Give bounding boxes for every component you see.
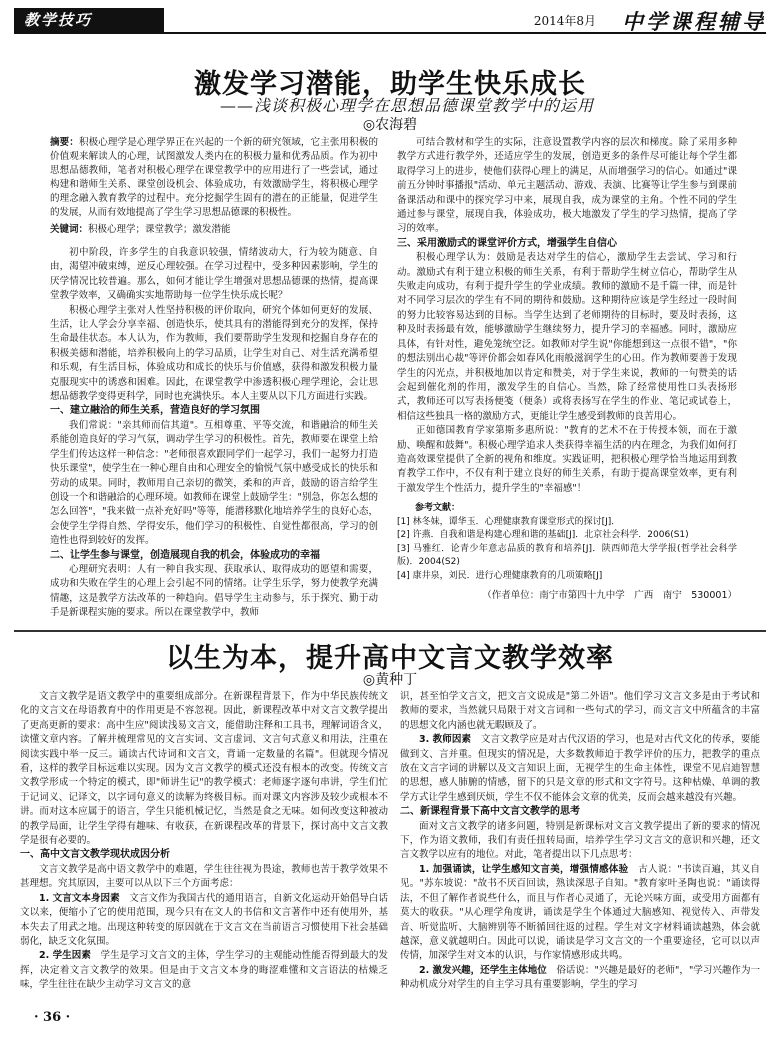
point-label: 2. 激发兴趣，还学生主体地位 <box>419 964 547 976</box>
paragraph: 文言文教学是语文教学中的重要组成部分。在新课程背景下，作为中华民族传统文化的文言文在母语教育中的作用更是不容忽视。因此，新课程改革中对文言文教学提出了更高更新的要求：高中生应"阅读浅易文言文，能借助注释和工具书，理解词语含义，读懂文章内容。了解并梳理常见的文言实词、文言虚词、文言句式意义和用法，注重在阅读实践中举一反三。诵读古代诗词和文言文，背诵一定数量的名篇"。但就现今情况看，这样的教学目标远难以实现。因为文言文教学的模式还没有根本的改变。传统文言文教学形成一个特定的模式，即"师讲生记"的教学模式：老师逐字逐句串讲，学生们忙于记词义、记译文，以字词句意义的读解为终极目标。而对课文内容涉及较少或根本不讲。而对这本应属于的语言，学生只能机械记忆，当然是食之无味。如何改变这种被动的教学局面，让学生学得有趣味、有收获，在新课程改革的背景下，探讨高中文言文教学是很有必要的。 <box>20 691 388 847</box>
keywords-label: 关键词： <box>50 224 89 235</box>
journal-name: 中学课程辅导 <box>622 9 766 34</box>
abstract-label: 摘要： <box>50 137 79 148</box>
paragraph: 文言文教学是高中语文教学中的难题，学生往往视为畏途，教师也苦于教学效果不甚理想。究其原因，主要可以从以下三个方面考虑： <box>20 863 388 890</box>
paragraph: 可结合教材和学生的实际，注意设置教学内容的层次和梯度。除了采用多种教学方式进行教学外，还适应学生的发展，创造更多的条件尽可能让每个学生都取得学习上的进步，使他们获得心理上的满足，从而增强学习的信心。如通过"课前五分钟时事播报"活动、单元主题活动、游戏、表演、比赛等让学生参与到课前备课活动和课中的探究学习中来，展现自我，成为课堂的主角。个性不同的学生通过参与课堂，展现自我，体验成功，极大地激发了学生的学习热情，提高了学习的效率。 <box>397 137 737 235</box>
point-text: 古人说："书读百遍，其义自见。"苏东坡说："故书不厌百回读，熟读深思子自知。"教育家叶圣陶也说："诵读得法，不但了解作者说些什么，而且与作者心灵通了，无论兴味方面，或受用方面都有莫大的收获。"从心理学角度讲，诵读是学生个体通过大脑感知、视觉传入、声带发音、听觉监听、大脑辨别等不断循回往返的过程。学生对文字材料诵读越熟，体会就越深，意义就越明白。因此可以说，诵读是学习文言文的一个重要途径，它可以以声传情，加深学生对文本的认识，与作家情感形成共鸣。 <box>400 863 761 962</box>
author-affiliation: （作者单位：南宁市第四十九中学 广西 南宁 530001） <box>482 590 737 602</box>
page-header <box>14 8 766 34</box>
paragraph: 面对文言文教学的诸多问题，特别是新课标对文言文教学提出了新的要求的情况下，作为语文教师，我们有责任扭转局面，培养学生学习文言文的意识和兴趣，还文言文教学以应有的地位。对此，笔者提出以下几点思考： <box>400 820 760 861</box>
point-label: 1. 文言文本身因素 <box>39 892 120 904</box>
article1-subtitle: ——浅谈积极心理学在思想品德课堂教学中的运用 <box>220 96 595 115</box>
reference-item: [2] 许燕．自我和谐是构建心理和谐的基础[J]．北京社会科学．2006(S1) <box>397 530 689 541</box>
point-text: 文言文作为我国古代的通用语言，自新文化运动开始倡导白话文以来，便缩小了它的使用范围，现今只有在文人的书信和文言著作中还有使用外，基本失去了用武之地。出现这种转变的原因就在于文言文在当前语言习惯使用下社会基础弱化，缺乏文化氛围。 <box>20 892 388 947</box>
point-text: 文言文教学应是对古代汉语的学习，也是对古代文化的传承，要能做到文、言并重。但现实的情况是，大多数教师迫于教学评价的压力，把教学的重点放在文言字词的讲解以及文言知识上面，无视学生的生命主体性，课堂不见启迪智慧的思想，感人肺腑的情感，留下的只是文章的形式和文字符号。这种枯燥、单调的教学方式让学生感到厌烦，学生不仅不能体会文章的优美，反而会越来越没有兴趣。 <box>400 734 760 803</box>
paragraph <box>20 892 388 950</box>
point-label: 2. 学生因素 <box>39 950 91 962</box>
point-text: 俗话说："兴趣是最好的老师"，"学习兴趣作为一种动机成分对学生的自主学习具有重要影响，学生的学习 <box>400 964 760 991</box>
article1-left-column <box>50 246 378 621</box>
section-tag: 教学技巧 <box>14 8 164 32</box>
page-number: · 36 · <box>34 1010 71 1025</box>
article-divider <box>14 630 766 632</box>
paragraph: 初中阶段，许多学生的自我意识较强，情绪波动大，行为较为随意、自由，渴望冲破束缚，逆反心理较强。在学习过程中，受多种因素影响，学生的厌学情况比较普遍。那么，如何才能让学生增强对思想品德课的热情，提高课堂教学效率，又确确实实地帮助每一位学生快乐成长呢？ <box>50 247 378 302</box>
paragraph: 积极心理学主张对人性坚持积极的评价取向，研究个体如何更好的发展、生活，让人学会分享幸福、创造快乐，使其具有的潜能得到充分的发挥，保持生命最佳状态。本人认为，作为教师，我们要帮助学生发现和挖掘自身存在的积极美德和潜能，培养积极向上的学习品质，让学生对自己、对生活充满希望和乐观，有生活目标，体验成功和成长的快乐与价值感，获得和激发积极力量克服现实中的诱惑和困难。因此，在课堂教学中渗透积极心理学理论，会让思想品德教学变得更科学，同时也充满快乐。本人主要从以下几方面进行实践。 <box>50 304 378 403</box>
article2-right-column <box>400 690 760 993</box>
paragraph: 心理研究表明：人有一种自我实现、获取承认、取得成功的愿望和需要，成功和失败在学生的心理上会引起不同的情绪。让学生乐学，努力使教学充满情趣，这是教学方法改革的一种趋向。倡导学生主动参与，乐于探究、勤于动手是新课程实施的要求。所以在课堂教学中，教师 <box>50 563 378 619</box>
reference-item: [4] 康井泉，刘民．进行心理健康教育的几项策略[J] <box>397 570 603 581</box>
article2-left-column <box>20 690 388 993</box>
section-heading: 三、采用激励式的课堂评价方式，增强学生自信心 <box>397 237 617 249</box>
article1-right-column <box>397 136 737 604</box>
references <box>397 502 737 583</box>
references-heading: 参考文献： <box>415 503 461 514</box>
section-heading: 二、让学生参与课堂，创造展现自我的机会，体验成功的幸福 <box>50 549 320 561</box>
article1-title: 激发学习潜能，助学生快乐成长 <box>194 69 586 100</box>
keywords-text: 积极心理学；课堂教学；激发潜能 <box>88 224 231 235</box>
section-heading: 一、建立融洽的师生关系，营造良好的学习氛围 <box>50 405 260 417</box>
paragraph <box>20 949 388 992</box>
article2-author: ◎黄种丁 <box>362 672 418 688</box>
section-heading: 一、高中文言文教学现状成因分析 <box>20 849 170 861</box>
paragraph <box>400 733 760 805</box>
article1-author: ◎农海碧 <box>362 117 418 133</box>
paragraph: 积极心理学认为：鼓励是表达对学生的信心，激励学生去尝试、学习和行动。激励式有利于建立积极的师生关系，有利于帮助学生树立信心，帮助学生从失败走向成功，有利于提升学生的学业成绩。教师的激励不是千篇一律，而是针对不同学习层次的学生有不同的期待和鼓励。这种期待应该是学生经过一段时间的努力比较容易达到的目标。当学生达到了老师期待的目标时，要及时表扬，这种及时表扬最有效，能够激励学生继续努力，提升学习的幸福感。同时，激励应具体，有针对性，避免笼统空泛。如教师对学生说"你能想到这一点很不错"，"你的想法别出心裁"等评价都会如春风化雨般滋润学生的心田。作为教师要善于发现学生的闪光点，并积极地加以肯定和赞美，对于学生来说，教师的一句赞美的话会起到催化剂的作用，激发学生的自信心。当然，除了经常使用性口头表扬形式，教师还可以写表扬便笺（便条）或将表扬写在学生的作业、笔记或试卷上，相信这些独具一格的激励方式，更能让学生感受到教师的良苦用心。 <box>397 252 737 422</box>
point-text: 学生是学习文言文的主体，学生学习的主观能动性能否得到最大的发挥，决定着文言文教学的效果。但是由于文言文本身的晦涩难懂和文言语法的枯燥乏味，学生往往在缺少主动学习文言文的意 <box>20 950 388 991</box>
point-label: 3. 教师因素 <box>419 734 472 746</box>
article1-abstract <box>50 136 378 237</box>
issue-date: 2014年8月 <box>533 14 596 28</box>
paragraph: 识，甚至怕学文言文，把文言文说成是"第二外语"。他们学习文言文多是由于考试和教师的要求，当然就只局限于对文言词和一些句式的学习，而文言文中所蕴含的丰富的思想文化内涵也就无暇顾及了。 <box>400 691 760 731</box>
section-heading: 二、新课程背景下高中文言文教学的思考 <box>400 806 580 818</box>
paragraph <box>400 863 760 964</box>
abstract-text: 积极心理学是心理学界正在兴起的一个新的研究领域，它主张用积极的价值观来解读人的心理，试图激发人类内在的积极力量和优秀品质。作为初中思想品德教师，笔者对积极心理学在课堂教学中的应用进行了一些尝试，通过构建和谐师生关系、课堂创设机会、体验成功，有效激励学生，将积极心理学的理念融入教育教学的过程中。充分挖掘学生固有的潜在的正能量，促进学生的发展，从而有效地提高了学生学习思想品德课的积极性。 <box>50 137 378 218</box>
reference-item: [3] 马雅红．论青少年意志品质的教育和培养[J]．陕西师范大学学报(哲学社会科学版)．2004(S2) <box>397 543 737 568</box>
paragraph <box>400 964 760 993</box>
reference-item: [1] 林冬妹，谭华玉．心理健康教育课堂形式的探讨[J]． <box>397 516 621 527</box>
paragraph: 我们常说："亲其师而信其道"。互相尊重、平等交流，和谐融洽的师生关系能创造良好的学习气氛，调动学生学习的积极性。首先，教师要在课堂上给学生们传达这样一种信念："老师很喜欢跟同学们一起学习，我们一起努力打造快乐课堂"，使学生在一种心理自由和心理安全的愉悦气氛中感受成长的快乐和劳动的成果。同时，教师用自己亲切的微笑，柔和的声音，鼓励的语言给学生创设一个和谐融洽的心理环境。如教师在课堂上鼓励学生："别急，你怎么想的怎么回答"，"我来做一点补充好吗"等等，能潜移默化地培养学生的良好心态，会使学生学得自然、学得安乐，他们学习的积极性、自觉性都很高，学习的创造性也得到较好的发挥。 <box>50 419 378 547</box>
paragraph: 正如德国教育学家第斯多惠所说："教育的艺术不在于传授本领，而在于激励、唤醒和鼓舞"。积极心理学追求人类获得幸福生活的内在理念，为我们如何打造高效课堂提供了全新的视角和维度。实践证明，把积极心理学恰当地运用到教育教学工作中，不仅有利于建立良好的师生关系，有助于提高课堂效率，更有利于激发学生个性活力，提升学生的"幸福感"！ <box>397 425 737 494</box>
article2-title: 以生为本，提升高中文言文教学效率 <box>166 643 614 674</box>
point-label: 1. 加强诵读，让学生感知文言美，增强情感体验 <box>419 863 629 875</box>
